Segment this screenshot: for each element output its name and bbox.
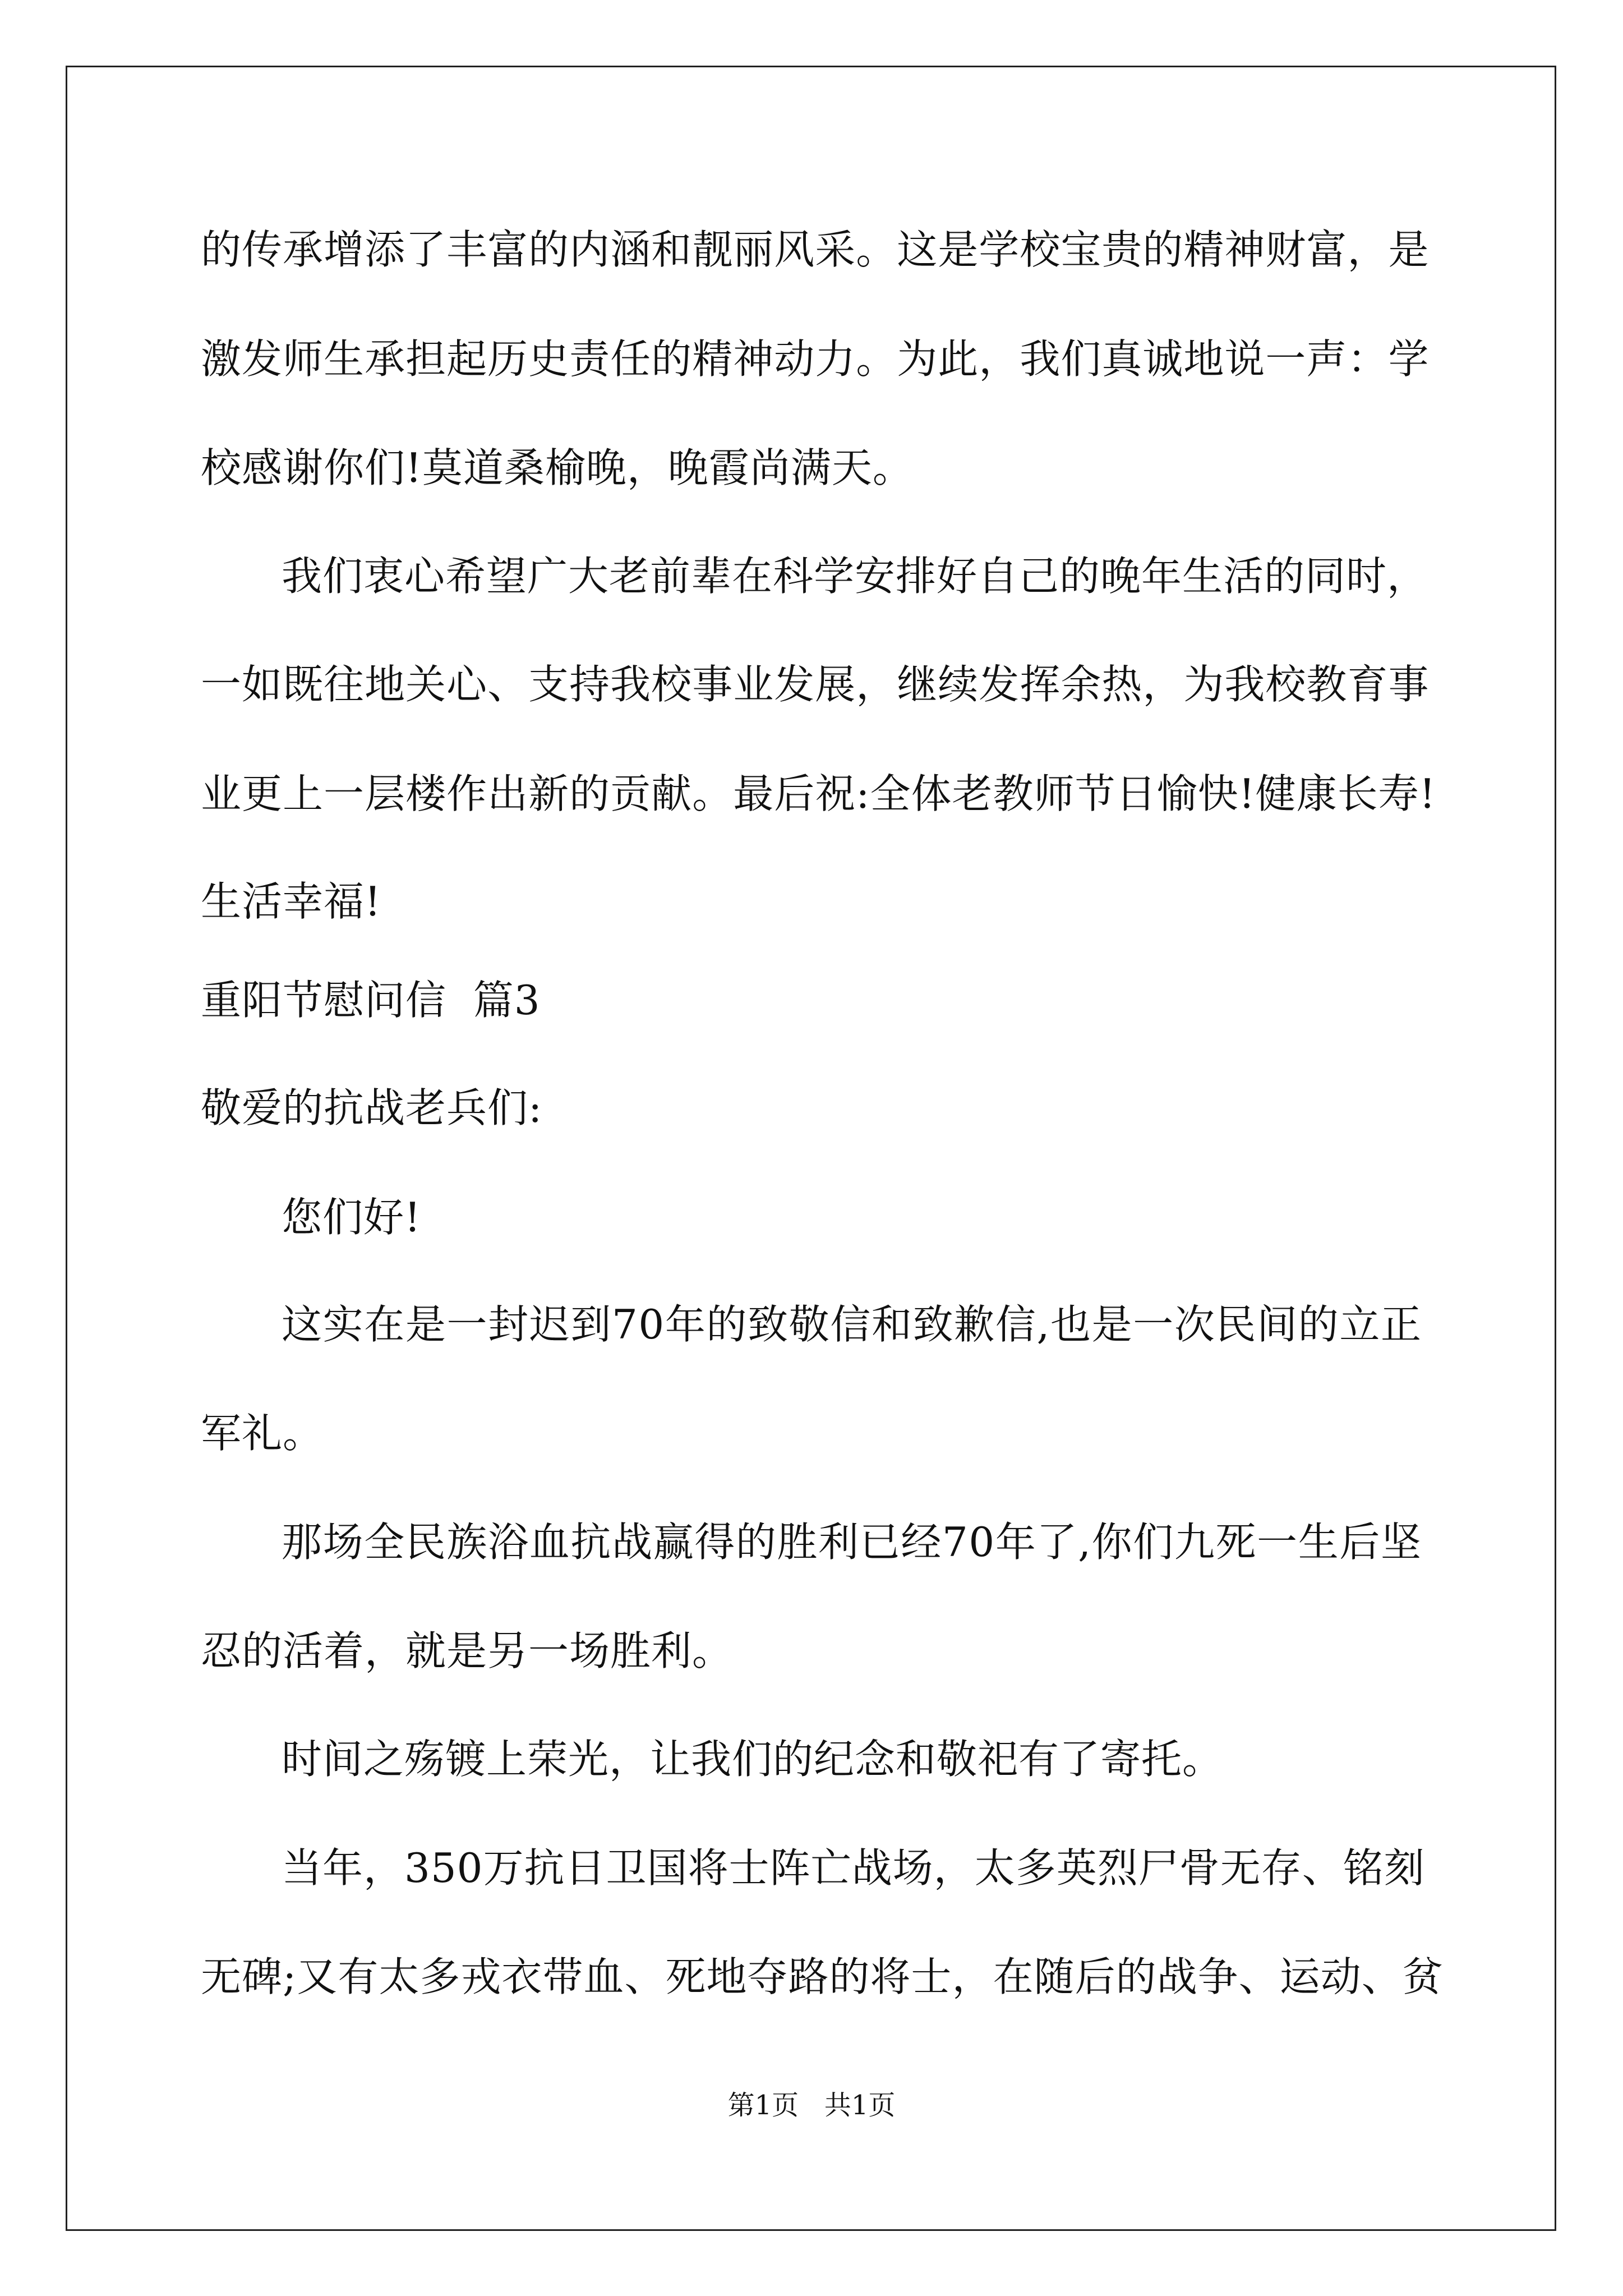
paragraph-line: 军礼。 bbox=[201, 1410, 324, 1457]
paragraph-line: 一 如 既 往 地 关 心 、 支 持 我 校 事 业 发 展 ， 继 续 发 挥 余 热 ， 为 我 校 教 育 事 bbox=[201, 661, 1430, 708]
page-footer: 第1页 共1页 bbox=[727, 2090, 896, 2121]
paragraph-line: 当 年 ， 3 5 0 万 抗 日 卫 国 将 士 阵 亡 战 场 ， 太 多 英 烈 尸 骨 无 存 、 铭 刻 bbox=[282, 1844, 1425, 1892]
paragraph-line: 那 场 全 民 族 浴 血 抗 战 赢 得 的 胜 利 已 经 7 0 年 了 , 你 们 九 死 一 生 后 坚 bbox=[282, 1519, 1422, 1566]
salutation: 敬爱的抗战老兵们: bbox=[201, 1084, 543, 1131]
paragraph-line: 这 实 在 是 一 封 迟 到 7 0 年 的 致 敬 信 和 致 歉 信 , 也 是 一 次 民 间 的 立 正 bbox=[282, 1301, 1422, 1348]
page-border bbox=[66, 66, 1556, 2231]
paragraph-line: 时间之殇镀上荣光，让我们的纪念和敬祀有了寄托。 bbox=[282, 1736, 1224, 1783]
paragraph-line: 的 传 承 增 添 了 丰 富 的 内 涵 和 靓 丽 风 采 。 这 是 学 校 宝 贵 的 精 神 财 富 ， 是 bbox=[201, 226, 1430, 273]
section-heading: 重阳节慰问信 篇3 bbox=[201, 977, 541, 1024]
paragraph-line: 我们衷心希望广大老前辈在科学安排好自己的晚年生活的同时， bbox=[282, 553, 1428, 600]
paragraph-line: 激 发 师 生 承 担 起 历 史 责 任 的 精 神 动 力 。 为 此 ， 我 们 真 诚 地 说 一 声 ： 学 bbox=[201, 335, 1430, 383]
paragraph-line: 校感谢你们!莫道桑榆晚，晚霞尚满天。 bbox=[201, 444, 914, 491]
paragraph-line: 忍的活着，就是另一场胜利。 bbox=[201, 1627, 734, 1674]
greeting: 您们好! bbox=[282, 1194, 421, 1241]
paragraph-line: 业 更 上 一 层 楼 作 出 新 的 贡 献 。 最 后 祝 : 全 体 老 教 师 节 日 愉 快 ! 健 康 长 寿 ! bbox=[201, 770, 1436, 817]
paragraph-line: 无 碑 ; 又 有 太 多 戎 衣 带 血 、 死 地 夺 路 的 将 士 ， 在 随 后 的 战 争 、 运 动 、 贫 bbox=[201, 1953, 1444, 2000]
paragraph-line: 生活幸福! bbox=[201, 878, 381, 925]
